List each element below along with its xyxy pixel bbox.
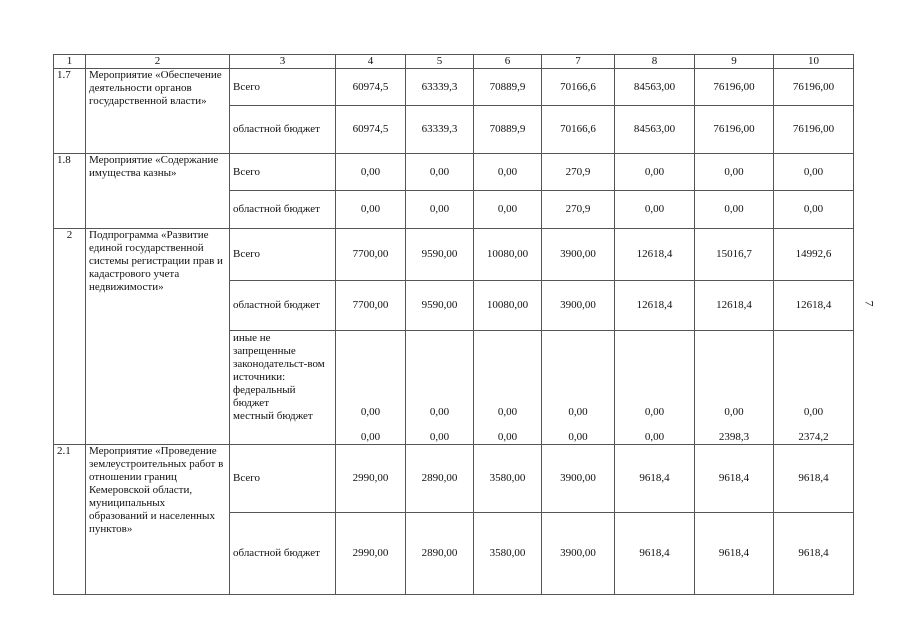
header-cell: 9 <box>695 55 774 69</box>
value-cell: 2890,00 <box>406 513 474 595</box>
value-cell: 0,00 <box>336 154 406 191</box>
value-cell: 84563,00 <box>615 69 695 106</box>
value-cell: 70166,6 <box>542 69 615 106</box>
value-cell: 0,00 <box>695 191 774 229</box>
activity-name: Мероприятие «Содержание имущества казны» <box>86 154 230 229</box>
value-cell: 0,00 2374,2 <box>774 331 854 445</box>
value-cell: 0,00 0,00 <box>336 331 406 445</box>
value-cell: 0,00 0,00 <box>542 331 615 445</box>
value-cell: 9618,4 <box>695 445 774 513</box>
value-cell: 9618,4 <box>615 513 695 595</box>
source-label: Всего <box>230 229 336 281</box>
value-cell: 0,00 <box>774 154 854 191</box>
value-cell: 10080,00 <box>474 229 542 281</box>
value-cell: 12618,4 <box>615 229 695 281</box>
header-cell: 4 <box>336 55 406 69</box>
value-cell: 9618,4 <box>615 445 695 513</box>
value-cell: 0,00 <box>474 191 542 229</box>
value-cell: 7700,00 <box>336 281 406 331</box>
value-cell: 60974,5 <box>336 69 406 106</box>
source-label: Всего <box>230 154 336 191</box>
header-row <box>54 55 854 69</box>
source-label: областной бюджет <box>230 106 336 154</box>
source-label: Всего <box>230 445 336 513</box>
value-cell: 0,00 <box>615 191 695 229</box>
header-cell: 1 <box>54 55 86 69</box>
value-cell: 10080,00 <box>474 281 542 331</box>
value-cell: 12618,4 <box>695 281 774 331</box>
table-row <box>54 154 854 191</box>
value-cell: 63339,3 <box>406 69 474 106</box>
header-cell: 3 <box>230 55 336 69</box>
value-cell: 12618,4 <box>615 281 695 331</box>
table-row <box>54 229 854 281</box>
value-cell: 9618,4 <box>695 513 774 595</box>
value-cell: 0,00 <box>774 191 854 229</box>
value-cell: 0,00 0,00 <box>615 331 695 445</box>
value-cell: 84563,00 <box>615 106 695 154</box>
value-cell: 0,00 <box>695 154 774 191</box>
row-number: 1.7 <box>54 69 86 154</box>
table-row <box>54 445 854 513</box>
value-cell: 0,00 <box>615 154 695 191</box>
header-cell: 5 <box>406 55 474 69</box>
source-label: иные не запрещенные законодательст-вом источники: <box>233 332 325 383</box>
source-label: областной бюджет <box>230 513 336 595</box>
value-cell: 3900,00 <box>542 513 615 595</box>
header-cell: 2 <box>86 55 230 69</box>
value-cell: 9618,4 <box>774 445 854 513</box>
value-cell: 76196,00 <box>774 69 854 106</box>
value-cell: 2990,00 <box>336 445 406 513</box>
activity-name: Мероприятие «Обеспечение деятельности органов государственной власти» <box>86 69 230 154</box>
source-label: Всего <box>230 69 336 106</box>
source-label: областной бюджет <box>230 281 336 331</box>
value-cell: 70889,9 <box>474 69 542 106</box>
value-cell: 76196,00 <box>695 69 774 106</box>
header-cell: 8 <box>615 55 695 69</box>
value-cell: 0,00 0,00 <box>474 331 542 445</box>
value-cell: 3900,00 <box>542 229 615 281</box>
source-label: местный бюджет <box>233 410 313 422</box>
value-cell: 60974,5 <box>336 106 406 154</box>
value-cell: 9590,00 <box>406 229 474 281</box>
value-cell: 70166,6 <box>542 106 615 154</box>
value-cell: 14992,6 <box>774 229 854 281</box>
value-cell: 63339,3 <box>406 106 474 154</box>
source-label-group <box>230 331 336 445</box>
value-cell: 3900,00 <box>542 445 615 513</box>
value-cell: 3900,00 <box>542 281 615 331</box>
value-cell: 3580,00 <box>474 513 542 595</box>
value-cell: 270,9 <box>542 154 615 191</box>
value-cell: 0,00 <box>474 154 542 191</box>
value-cell: 9590,00 <box>406 281 474 331</box>
value-cell: 270,9 <box>542 191 615 229</box>
budget-table <box>53 54 854 595</box>
table-row <box>54 69 854 106</box>
row-number: 2 <box>54 229 86 445</box>
value-cell: 0,00 <box>336 191 406 229</box>
value-cell: 7700,00 <box>336 229 406 281</box>
value-cell: 0,00 <box>406 154 474 191</box>
activity-name: Подпрограмма «Развитие единой государственной системы регистрации прав и кадастрового учета недвижимости» <box>86 229 230 445</box>
header-cell: 10 <box>774 55 854 69</box>
value-cell: 76196,00 <box>774 106 854 154</box>
activity-name: Мероприятие «Проведение землеустроительных работ в отношении границ Кемеровской области, муниципальных образований и населенных пунктов» <box>86 445 230 595</box>
header-cell: 6 <box>474 55 542 69</box>
value-cell: 76196,00 <box>695 106 774 154</box>
value-cell: 0,00 2398,3 <box>695 331 774 445</box>
header-cell: 7 <box>542 55 615 69</box>
row-number: 2.1 <box>54 445 86 595</box>
value-cell: 2990,00 <box>336 513 406 595</box>
value-cell: 15016,7 <box>695 229 774 281</box>
page-number: 7 <box>862 300 877 307</box>
value-cell: 12618,4 <box>774 281 854 331</box>
value-cell: 9618,4 <box>774 513 854 595</box>
source-label: федеральный бюджет <box>233 384 296 409</box>
value-cell: 0,00 <box>406 191 474 229</box>
value-cell: 3580,00 <box>474 445 542 513</box>
value-cell: 0,00 0,00 <box>406 331 474 445</box>
source-label: областной бюджет <box>230 191 336 229</box>
value-cell: 70889,9 <box>474 106 542 154</box>
value-cell: 2890,00 <box>406 445 474 513</box>
row-number: 1.8 <box>54 154 86 229</box>
